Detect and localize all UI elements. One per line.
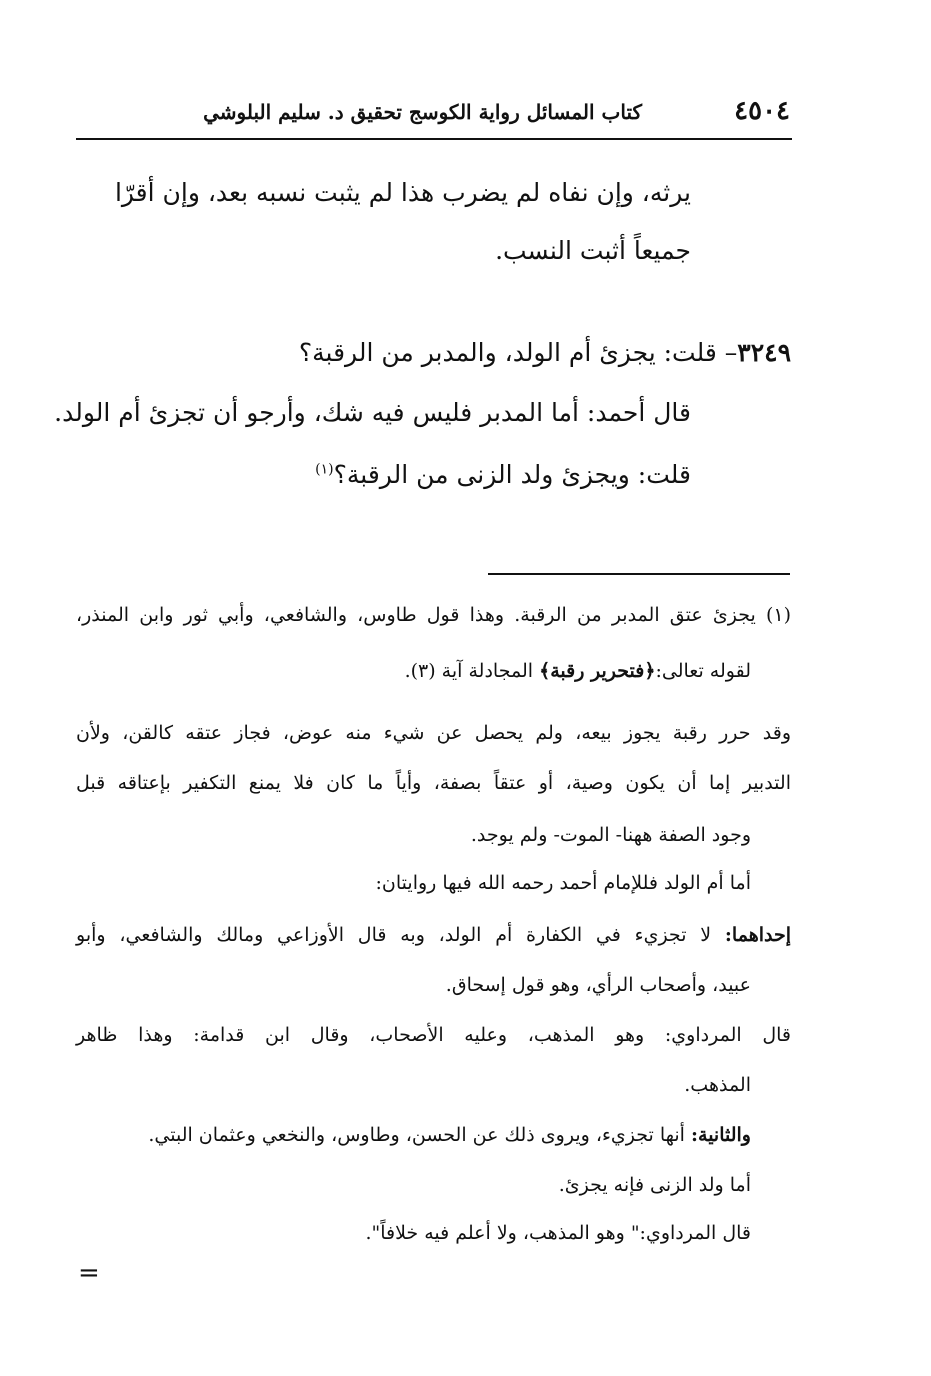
page-header [76,96,792,134]
header-rule [76,138,792,140]
body-line-1: يرثه، وإن نفاه لم يضرب هذا لم يثبت نسبه بعد، وإن أقرّا [114,178,691,207]
label-second: والثانية: [691,1124,751,1146]
continuation-mark: = [78,1258,100,1288]
footnote-line-11: والثانية: أنها تجزيء، ويروى ذلك عن الحسن، وطاوس، والنخعي وعثمان البتي. [148,1124,751,1146]
entry-question: – قلت: يجزئ أم الولد، والمدبر من الرقبة؟ [298,338,738,367]
footnote-line-5: وجود الصفة ههنا- الموت- ولم يوجد. [470,824,751,846]
footnote-line-7: إحداهما: لا تجزيء في الكفارة أم الولد، وبه قال الأوزاعي ومالك والشافعي، وأبو [76,924,791,946]
footnote-ref: (١) [315,461,334,478]
footnote-line-4: التدبير إما أن يكون وصية، أو عتقاً بصفة، وأياً ما كان فلا يمنع التكفير بإعتاقه قبل [76,772,791,794]
footnote-line-2 [405,660,751,682]
quran-reference: المجادلة آية (٣). [404,660,534,682]
footnote-line-3: وقد حرر رقبة يجوز بيعه، ولم يحصل عن شيء منه عوض، فجاز عتقه كالقن، ولأن [76,722,791,744]
entry-answer: قال أحمد: أما المدبر فليس فيه شك، وأرجو أن تجزئ أم الولد. [54,398,691,427]
quran-verse: ﴿فتحرير رقبة﴾ [539,660,656,682]
footnote-line-12: أما ولد الزنى فإنه يجزئ. [558,1174,751,1196]
entry-question-line [299,338,791,367]
entry-number: ٣٢٤٩ [737,338,791,367]
running-title: كتاب المسائل رواية الكوسج تحقيق د. سليم البلوشي [203,100,642,124]
footnote-line-6: أما أم الولد فللإمام أحمد رحمه الله فيها روايتان: [375,872,751,894]
label-first: إحداهما: [724,924,791,946]
page-number: ٤٥٠٤ [734,96,790,126]
quran-intro: لقوله تعالى: [655,660,751,682]
entry-question2: قلت: ويجزئ ولد الزنى من الرقبة؟ [333,460,691,489]
footnote-line-1: (١) يجزئ عتق المدبر من الرقبة. وهذا قول طاوس، والشافعي، وأبي ثور وابن المنذر، [76,604,791,626]
footnote-line-8: عبيد، وأصحاب الرأي، وهو قول إسحاق. [445,974,751,996]
footnote-rule [488,573,790,575]
entry-question2-line [315,460,691,489]
footnote-line-10: المذهب. [684,1074,751,1096]
footnote-line-9: قال المرداوي: وهو المذهب، وعليه الأصحاب، وقال ابن قدامة: وهذا ظاهر [76,1024,791,1046]
footnote-line-13: قال المرداوي:" وهو المذهب، ولا أعلم فيه خلافاً". [365,1222,751,1244]
body-line-2: جميعاً أثبت النسب. [495,236,691,265]
